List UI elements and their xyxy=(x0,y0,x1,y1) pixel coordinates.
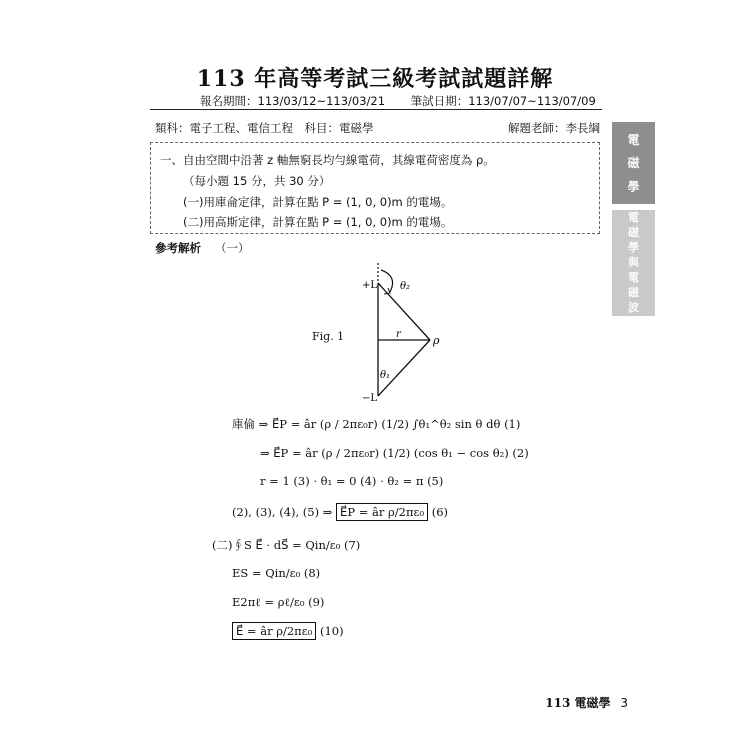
side-tab-electromagnetics xyxy=(612,122,655,204)
solution-heading xyxy=(155,240,250,256)
equation-10-tag: (10) xyxy=(319,624,344,638)
question-points: （每小題 15 分，共 30 分） xyxy=(183,174,331,188)
side-tab-char: 與 xyxy=(628,256,639,269)
equation-9: E2πℓ = ρℓ/ε₀ (9) xyxy=(232,595,325,609)
side-tab-char: 學 xyxy=(627,179,640,194)
label-plus-L: +L xyxy=(362,280,378,291)
written-exam-date: 筆試日期：113/07/07~113/07/09 xyxy=(410,94,596,108)
solution-heading-label: 參考解析 xyxy=(155,241,201,255)
equation-10-result: E⃗ = âr ρ/2πε₀ xyxy=(232,622,316,640)
footer-book-title: 113 電磁學 xyxy=(545,696,611,710)
side-tab-char: 波 xyxy=(628,301,639,314)
line-charge-figure xyxy=(340,258,470,408)
side-tab-em-waves xyxy=(612,210,655,316)
equation-8: ES = Qin/ε₀ (8) xyxy=(232,566,321,580)
question-part-1: (一)用庫侖定律，計算在點 P = (1, 0, 0)m 的電場。 xyxy=(183,195,453,209)
teacher-name: 解題老師：李長綱 xyxy=(508,121,600,135)
equation-3: r = 1 (3) · θ₁ = 0 (4) · θ₂ = π (5) xyxy=(260,474,444,488)
side-tab-char: 電 xyxy=(628,271,639,284)
header-rule xyxy=(150,109,602,110)
side-tab-char: 學 xyxy=(628,241,639,254)
equation-6-prefix: (2), (3), (4), (5) ⇒ xyxy=(232,505,333,519)
label-theta1: θ₁ xyxy=(380,370,391,381)
side-tab-char: 電 xyxy=(627,133,640,148)
registration-period: 報名期間：113/03/12~113/03/21 xyxy=(200,94,386,108)
side-tab-char: 磁 xyxy=(628,286,639,299)
exam-dates xyxy=(200,93,618,109)
equation-10-line xyxy=(232,624,344,638)
equation-6-result: E⃗P = âr ρ/2πε₀ xyxy=(336,503,428,521)
equation-7: (二)∮S E⃗ · dS⃗ = Qin/ε₀ (7) xyxy=(212,538,361,552)
page-title: 113 年高等考試三級考試試題詳解 xyxy=(196,66,554,92)
label-rho: ρ xyxy=(433,334,440,347)
side-tab-char: 磁 xyxy=(627,156,640,171)
question-part-2: (二)用高斯定律，計算在點 P = (1, 0, 0)m 的電場。 xyxy=(183,215,453,229)
side-tab-char: 磁 xyxy=(628,226,639,239)
page-footer xyxy=(545,694,628,711)
solution-part-1: （一） xyxy=(215,241,250,255)
equation-6-line xyxy=(232,505,448,519)
label-r: r xyxy=(396,329,401,340)
equation-1: 庫倫 ⇒ E⃗P = âr (ρ / 2πε₀r) (1/2) ∫θ₁^θ₂ sin θ dθ (1) xyxy=(232,417,521,431)
equation-2: ⇒ E⃗P = âr (ρ / 2πε₀r) (1/2) (cos θ₁ − cos θ₂) (2) xyxy=(260,446,529,460)
equation-6-tag: (6) xyxy=(431,505,449,519)
label-minus-L: −L xyxy=(362,393,378,404)
page-number: 3 xyxy=(620,696,628,710)
label-theta2: θ₂ xyxy=(400,281,411,292)
subject-category: 類科：電子工程、電信工程 科目：電磁學 xyxy=(155,121,374,135)
side-tab-char: 電 xyxy=(628,211,639,224)
lower-slant xyxy=(378,340,430,396)
question-text: 一、自由空間中沿著 z 軸無窮長均勻線電荷，其線電荷密度為 ρ。 xyxy=(160,153,495,167)
figure-label: Fig. 1 xyxy=(312,330,345,343)
